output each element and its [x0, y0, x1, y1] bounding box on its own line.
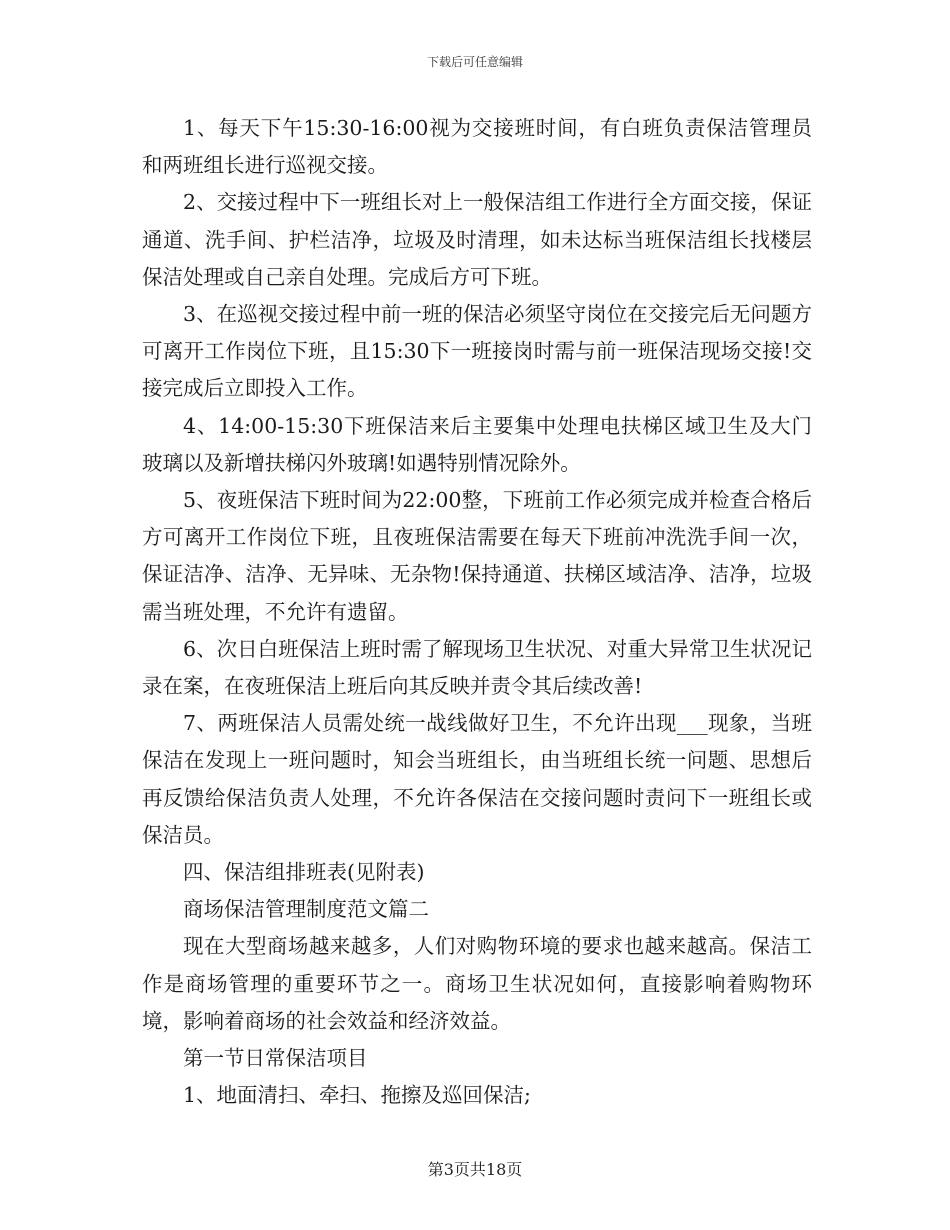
document-body	[142, 110, 812, 1114]
paragraph-handover-process: 2、交接过程中下一班组长对上一般保洁组工作进行全方面交接，保证通道、洗手间、护栏洁净，垃圾及时清理，如未达标当班保洁组长找楼层保洁处理或自己亲自处理。完成后方可下班。	[142, 190, 812, 289]
page-number: 第3页共18页	[427, 1160, 523, 1179]
article-title: 商场保洁管理制度范文篇二	[183, 897, 429, 922]
paragraph-handover-time: 1、每天下午15:30-16:00视为交接班时间，有白班负责保洁管理员和两班组长进行巡视交接。	[142, 116, 812, 178]
paragraph-patrol-handover: 3、在巡视交接过程中前一班的保洁必须坚守岗位在交接完后无问题方可离开工作岗位下班，且15:30下一班接岗时需与前一班保洁现场交接!交接完成后立即投入工作。	[142, 302, 812, 401]
section-heading-daily-items: 第一节日常保洁项目	[183, 1046, 368, 1071]
section-heading-schedule: 四、保洁组排班表(见附表)	[183, 860, 425, 885]
list-item-floor-cleaning: 1、地面清扫、牵扫、拖擦及巡回保洁;	[183, 1083, 531, 1108]
paragraph-night-shift: 5、夜班保洁下班时间为22:00整，下班前工作必须完成并检查合格后方可离开工作岗位下班，且夜班保洁需要在每天下班前冲洗洗手间一次，保证洁净、洁净、无异味、无杂物!保持通道、扶梯区域洁净、洁净，垃圾需当班处理，不允许有遗留。	[142, 488, 812, 624]
paragraph-afternoon-shift: 4、14:00-15:30下班保洁来后主要集中处理电扶梯区域卫生及大门玻璃以及新增扶梯闪外玻璃!如遇特别情况除外。	[142, 413, 812, 475]
paragraph-next-day-shift: 6、次日白班保洁上班时需了解现场卫生状况、对重大异常卫生状况记录在案，在夜班保洁上班后向其反映并责令其后续改善!	[142, 636, 812, 699]
paragraph-two-shifts: 7、两班保洁人员需处统一战线做好卫生，不允许出现___现象，当班保洁在发现上一班问题时，知会当班组长，由当班组长统一问题、思想后再反馈给保洁负责人处理，不允许各保洁在交接问题时责问下一班组长或保洁员。	[142, 711, 812, 847]
page-header-note: 下载后可任意编辑	[426, 55, 523, 69]
paragraph-intro: 现在大型商场越来越多，人们对购物环境的要求也越来越高。保洁工作是商场管理的重要环节之一。商场卫生状况如何，直接影响着购物环境，影响着商场的社会效益和经济效益。	[142, 934, 812, 1033]
